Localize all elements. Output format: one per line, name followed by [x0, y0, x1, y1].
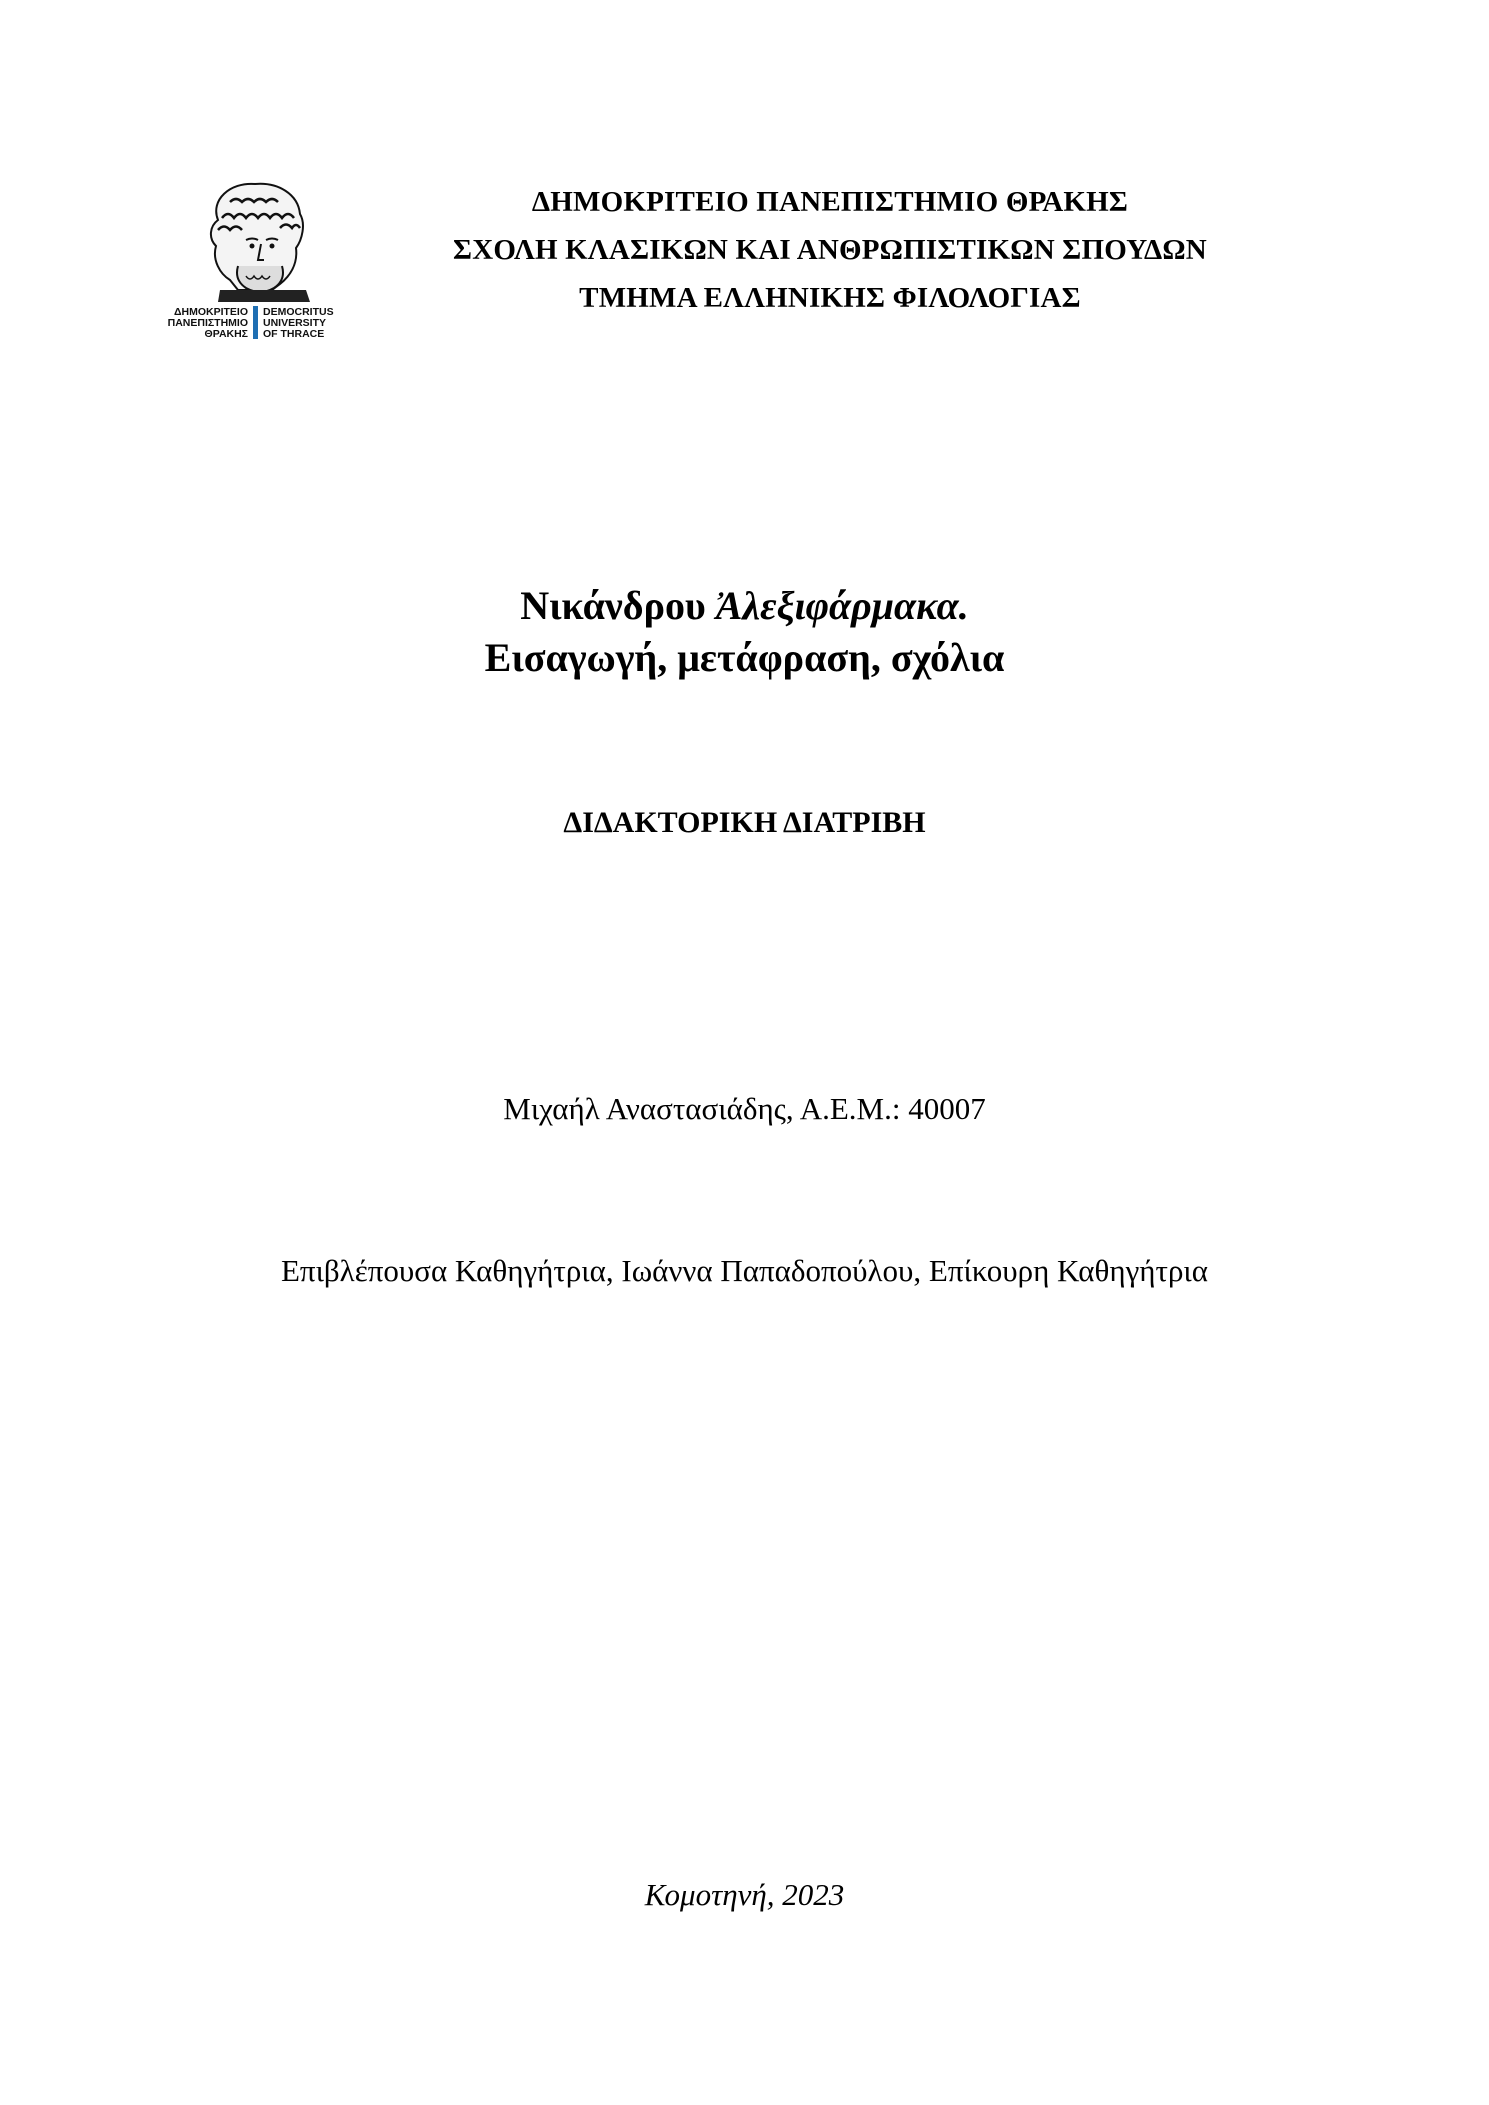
supervisor-line: Επιβλέπουσα Καθηγήτρια, Ιωάννα Παπαδοπούλου, Επίκουρη Καθηγήτρια [280, 1253, 1209, 1288]
university-name [380, 184, 1280, 220]
title-work: Ἀλεξιφάρμακα. [715, 583, 969, 628]
logo-text-right-1: DEMOCRITUS [263, 306, 334, 318]
bust-illustration [211, 184, 310, 302]
logo-text-right-3: OF THRACE [263, 328, 325, 340]
department-name [380, 280, 1280, 316]
university-logo [160, 180, 370, 340]
document-type: ΔΙΔΑΚΤΟΡΙΚΗ ΔΙΑΤΡΙΒΗ [563, 806, 926, 839]
thesis-title-line-2: Εισαγωγή, μετάφραση, σχόλια [484, 635, 1005, 680]
place-date: Κομοτηνή, 2023 [644, 1877, 845, 1912]
author-line: Μιχαήλ Αναστασιάδης, Α.Ε.Μ.: 40007 [503, 1091, 986, 1126]
logo-text-left-2: ΠΑΝΕΠΙΣΤΗΜΙΟ [167, 317, 248, 329]
logo-accent-bar [253, 306, 258, 339]
university-name-text: ΔΗΜΟΚΡΙΤΕΙΟ ΠΑΝΕΠΙΣΤΗΜΙΟ ΘΡΑΚΗΣ [531, 186, 1129, 218]
logo-text-left-1: ΔΗΜΟΚΡΙΤΕΙΟ [173, 306, 248, 318]
logo-text-left-3: ΘΡΑΚΗΣ [204, 328, 248, 340]
logo-text-right-2: UNIVERSITY [263, 317, 327, 329]
thesis-title [0, 580, 1489, 684]
thesis-title-line-1 [0, 580, 1489, 632]
department-name-text: ΤΜΗΜΑ ΕΛΛΗΝΙΚΗΣ ΦΙΛΟΛΟΓΙΑΣ [579, 282, 1081, 314]
democritus-bust-emblem [160, 180, 370, 340]
school-name-text: ΣΧΟΛΗ ΚΛΑΣΙΚΩΝ ΚΑΙ ΑΝΘΡΩΠΙΣΤΙΚΩΝ ΣΠΟΥΔΩΝ [453, 234, 1207, 266]
title-author: Νικάνδρου [520, 583, 716, 628]
school-name [380, 232, 1280, 268]
